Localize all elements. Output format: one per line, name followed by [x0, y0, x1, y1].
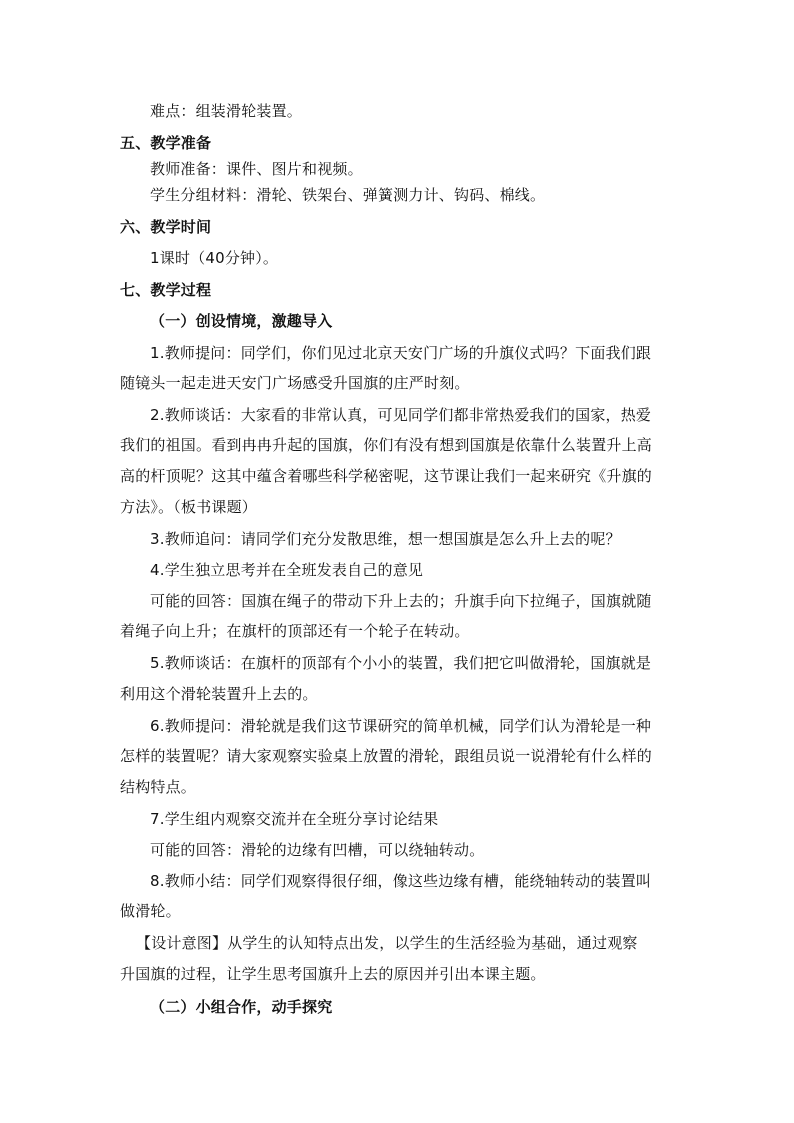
student-materials: 学生分组材料：滑轮、铁架台、弹簧测力计、钩码、棉线。 — [150, 186, 546, 204]
subsection-heading-2: （二）小组合作，动手探究 — [150, 998, 333, 1016]
design-intent-line: 升国旗的过程，让学生思考国旗升上去的原因并引出本课主题。 — [120, 965, 546, 983]
paragraph-line: 1.教师提问：同学们，你们见过北京天安门广场的升旗仪式吗？下面我们跟 — [150, 344, 652, 362]
section-heading-6: 六、教学时间 — [120, 218, 212, 236]
paragraph-line: 可能的回答：国旗在绳子的带动下升上去的；升旗手向下拉绳子，国旗就随 — [150, 592, 652, 610]
paragraph-line: 4.学生独立思考并在全班发表自己的意见 — [150, 561, 424, 579]
paragraph-line: 5.教师谈话：在旗杆的顶部有个小小的装置，我们把它叫做滑轮，国旗就是 — [150, 654, 652, 672]
paragraph-line: 随镜头一起走进天安门广场感受升国旗的庄严时刻。 — [120, 374, 470, 392]
teacher-preparation: 教师准备：课件、图片和视频。 — [150, 160, 363, 178]
paragraph-line: 结构特点。 — [120, 778, 197, 796]
paragraph-line: 可能的回答：滑轮的边缘有凹槽，可以绕轴转动。 — [150, 841, 485, 859]
paragraph-line: 3.教师追问：请同学们充分发散思维，想一想国旗是怎么升上去的呢？ — [150, 530, 621, 548]
paragraph-line: 6.教师提问：滑轮就是我们这节课研究的简单机械，同学们认为滑轮是一种 — [150, 717, 652, 735]
design-intent-line: 【设计意图】从学生的认知特点出发，以学生的生活经验为基础，通过观察 — [136, 934, 638, 952]
paragraph-line: 高的杆顶呢？这其中蕴含着哪些科学秘密呢，这节课让我们一起来研究《升旗的 — [120, 467, 653, 485]
lesson-duration: 1课时（40分钟）。 — [150, 249, 279, 267]
paragraph-line: 8.教师小结：同学们观察得很仔细，像这些边缘有槽，能绕轴转动的装置叫 — [150, 872, 652, 890]
paragraph-line: 方法》。（板书课题） — [120, 498, 258, 516]
paragraph-line: 7.学生组内观察交流并在全班分享讨论结果 — [150, 810, 439, 828]
difficulty-line: 难点：组装滑轮装置。 — [150, 102, 303, 120]
section-heading-7: 七、教学过程 — [120, 281, 212, 299]
paragraph-line: 怎样的装置呢？请大家观察实验桌上放置的滑轮，跟组员说一说滑轮有什么样的 — [120, 747, 653, 765]
subsection-heading-1: （一）创设情境，激趣导入 — [150, 312, 333, 330]
paragraph-line: 2.教师谈话：大家看的非常认真，可见同学们都非常热爱我们的国家，热爱 — [150, 406, 652, 424]
section-heading-5: 五、教学准备 — [120, 134, 212, 152]
paragraph-line: 我们的祖国。看到冉冉升起的国旗，你们有没有想到国旗是依靠什么装置升上高 — [120, 436, 653, 454]
paragraph-line: 做滑轮。 — [120, 902, 181, 920]
paragraph-line: 利用这个滑轮装置升上去的。 — [120, 685, 318, 703]
paragraph-line: 着绳子向上升；在旗杆的顶部还有一个轮子在转动。 — [120, 622, 470, 640]
